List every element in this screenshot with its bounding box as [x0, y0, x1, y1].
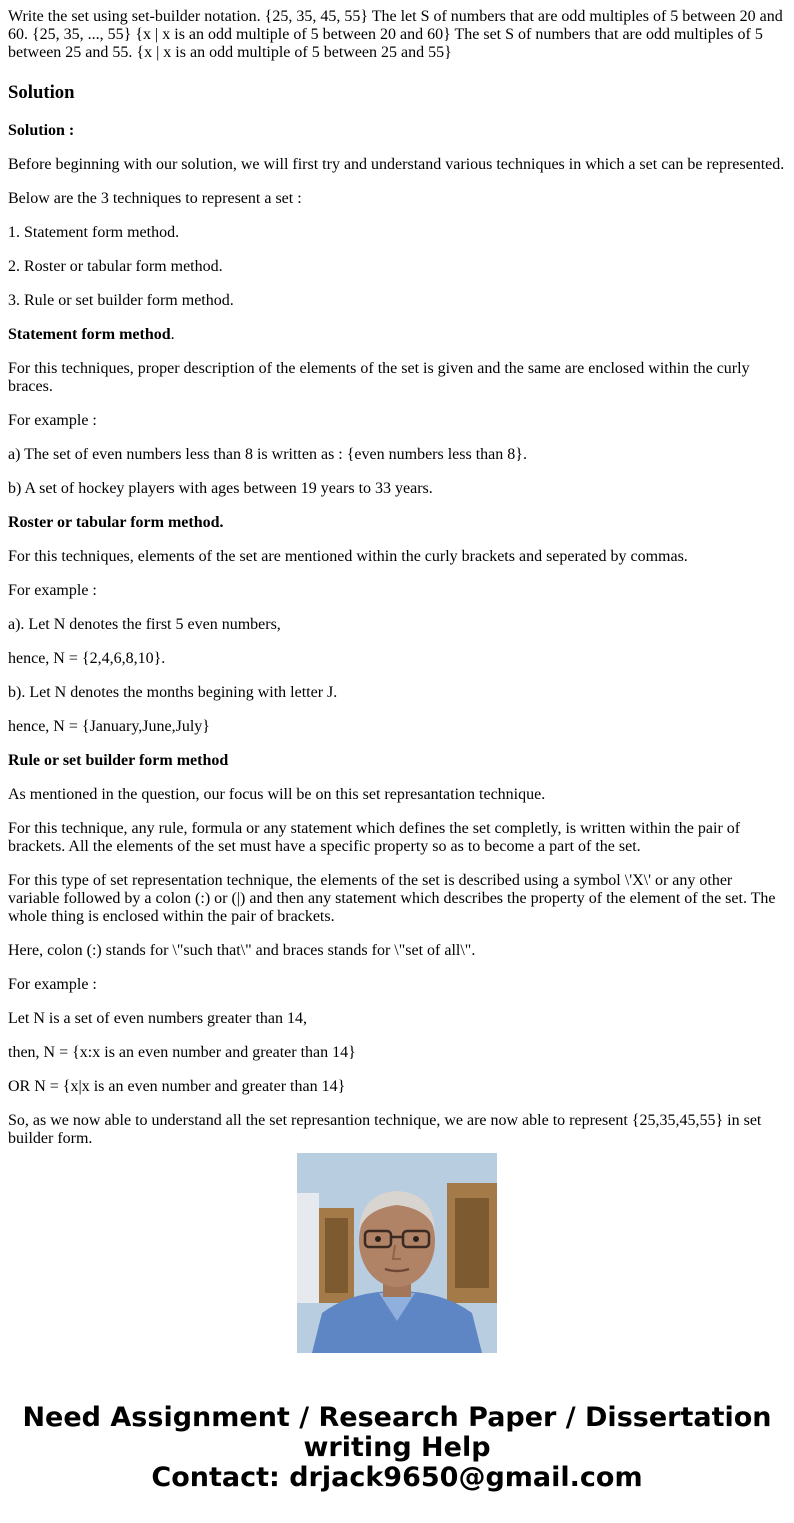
banner-line: writing Help [303, 1432, 491, 1463]
subheading-set-builder: Rule or set builder form method [8, 752, 229, 769]
subheading-roster-form: Roster or tabular form method. [8, 514, 224, 531]
contact-banner [0, 1403, 794, 1493]
subheading-period: . [170, 326, 175, 343]
subheading-text: Statement form method [8, 326, 171, 343]
paragraph: For example : [8, 412, 97, 429]
paragraph: So, as we now able to understand all the set represantion technique, we are now able to represent {25,35,45,55} in set builder form. [8, 1112, 762, 1147]
paragraph: Let N is a set of even numbers greater than 14, [8, 1010, 308, 1027]
paragraph: a). Let N denotes the first 5 even numbers, [8, 616, 281, 633]
paragraph: For this technique, any rule, formula or any statement which defines the set completly, is written within the pair of brackets. All the elements of the set must have a specific property so as to become a part of the set. [8, 820, 741, 855]
paragraph: hence, N = {2,4,6,8,10}. [8, 650, 166, 667]
article-content [8, 8, 786, 1147]
paragraph: Below are the 3 techniques to represent a set : [8, 190, 302, 207]
paragraph: For example : [8, 976, 97, 993]
paragraph: hence, N = {January,June,July} [8, 718, 210, 735]
paragraph: For example : [8, 582, 97, 599]
paragraph: OR N = {x|x is an even number and greater than 14} [8, 1078, 346, 1095]
solution-heading: Solution [8, 82, 75, 103]
subheading-statement-form [8, 326, 786, 344]
paragraph: b) A set of hockey players with ages between 19 years to 33 years. [8, 480, 433, 497]
paragraph: b). Let N denotes the months begining with letter J. [8, 684, 338, 701]
paragraph: then, N = {x:x is an even number and greater than 14} [8, 1044, 356, 1061]
author-photo-illustration [297, 1153, 497, 1353]
list-item: 2. Roster or tabular form method. [8, 258, 223, 275]
banner-line: Need Assignment / Research Paper / Dissertation [22, 1402, 772, 1433]
question-text: Write the set using set-builder notation. {25, 35, 45, 55} The let S of numbers that are odd multiples of 5 between 20 and 60. {25, 35, ..., 55} {x | x is an odd multiple of 5 between 20 and 60} The set S of numbers that are odd multiples of 5 between 25 and 55. {x | x is an odd multiple of 5 between 25 and 55} [8, 8, 783, 61]
paragraph: For this techniques, elements of the set are mentioned within the curly brackets and seperated by commas. [8, 548, 688, 565]
paragraph: For this type of set representation technique, the elements of the set is described using a symbol \'X\' or any other variable followed by a colon (:) or (|) and then any statement which describes the property of the element of the set. The whole thing is enclosed within the pair of brackets. [8, 872, 776, 925]
paragraph: Before beginning with our solution, we will first try and understand various techniques in which a set can be represented. [8, 156, 785, 173]
list-item: 1. Statement form method. [8, 224, 180, 241]
list-item: 3. Rule or set builder form method. [8, 292, 234, 309]
paragraph: Here, colon (:) stands for \"such that\" and braces stands for \"set of all\". [8, 942, 476, 959]
paragraph: As mentioned in the question, our focus will be on this set represantation technique. [8, 786, 546, 803]
paragraph: For this techniques, proper description of the elements of the set is given and the same are enclosed within the curly braces. [8, 360, 750, 395]
solution-label: Solution : [8, 122, 75, 139]
contact-email: Contact: drjack9650@gmail.com [151, 1462, 643, 1493]
paragraph: a) The set of even numbers less than 8 is written as : {even numbers less than 8}. [8, 446, 527, 463]
author-avatar [297, 1153, 497, 1353]
